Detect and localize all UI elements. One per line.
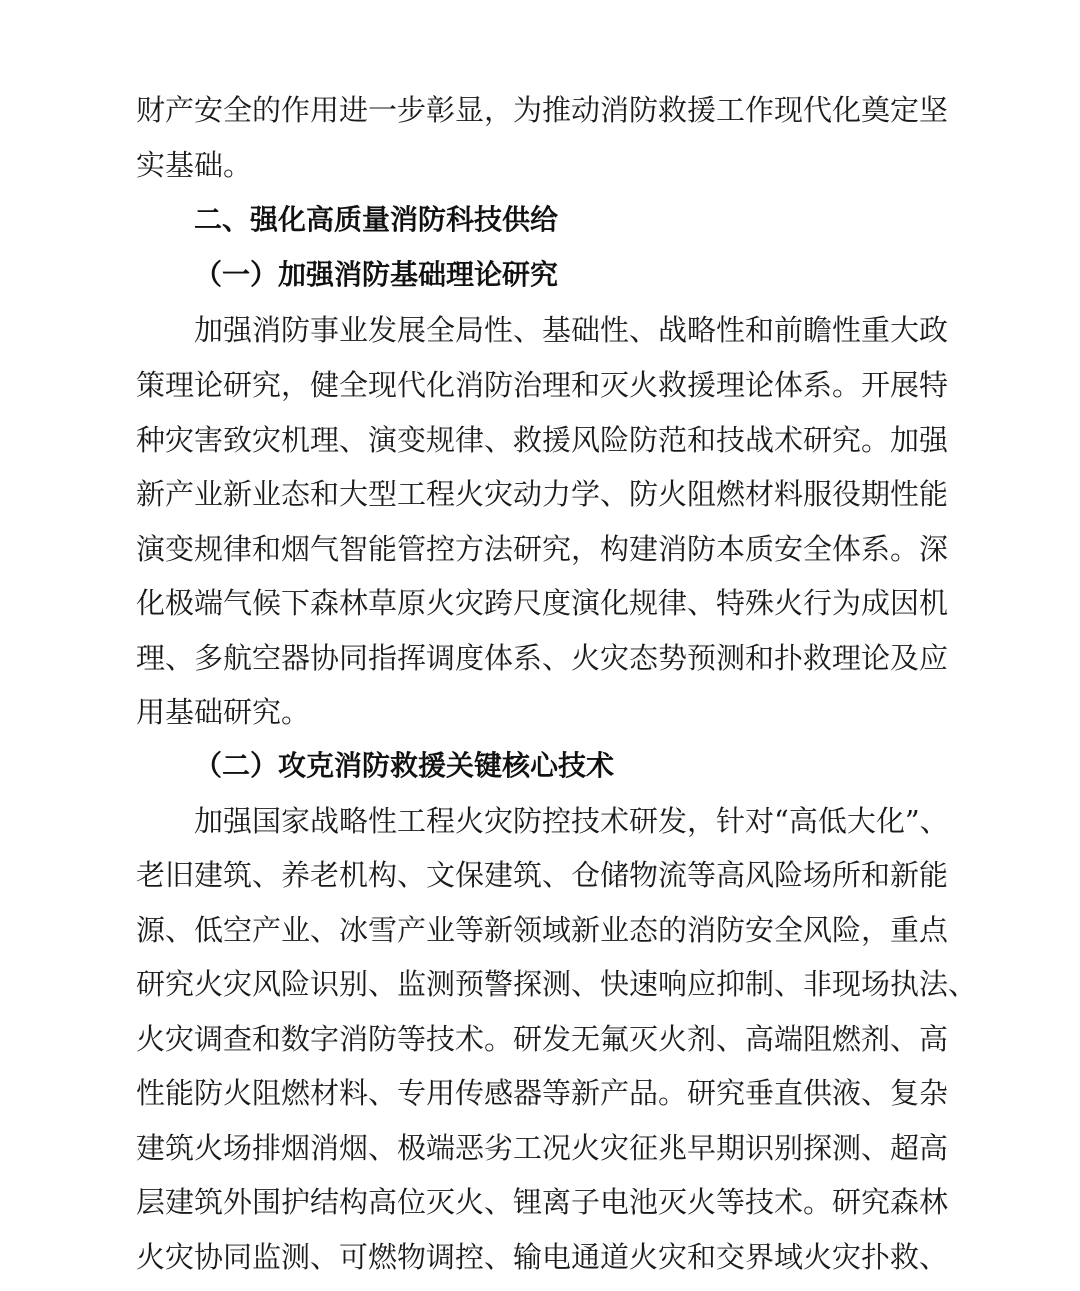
- body-text-line: 性能防火阻燃材料、专用传感器等新产品。研究垂直供液、复杂: [136, 1076, 949, 1110]
- body-text-line: 火灾协同监测、可燃物调控、输电通道火灾和交界域火灾扑救、: [136, 1240, 949, 1274]
- body-text-line: 用基础研究。: [136, 695, 311, 729]
- body-text-line: 种灾害致灾机理、演变规律、救援风险防范和技战术研究。加强: [136, 423, 949, 457]
- body-text-line: 加强消防事业发展全局性、基础性、战略性和前瞻性重大政: [194, 313, 949, 347]
- body-text-line: 演变规律和烟气智能管控方法研究，构建消防本质安全体系。深: [136, 532, 949, 566]
- body-text-line: 实基础。: [136, 148, 253, 182]
- body-text-line: 策理论研究，健全现代化消防治理和灭火救援理论体系。开展特: [136, 368, 949, 402]
- body-text-line: 层建筑外围护结构高位灭火、锂离子电池灭火等技术。研究森林: [136, 1185, 949, 1219]
- body-text-line: 火灾调查和数字消防等技术。研发无氟灭火剂、高端阻燃剂、高: [136, 1022, 949, 1056]
- body-text-line: 化极端气候下森林草原火灾跨尺度演化规律、特殊火行为成因机: [136, 586, 949, 620]
- subsection-heading: （一）加强消防基础理论研究: [194, 258, 559, 291]
- body-text-line: 加强国家战略性工程火灾防控技术研发，针对“高低大化”、: [194, 804, 949, 838]
- body-text-line: 财产安全的作用进一步彰显，为推动消防救援工作现代化奠定坚: [136, 93, 949, 127]
- body-text-line: 新产业新业态和大型工程火灾动力学、防火阻燃材料服役期性能: [136, 477, 949, 511]
- section-heading: 二、强化高质量消防科技供给: [194, 203, 559, 236]
- body-text-line: 源、低空产业、冰雪产业等新领域新业态的消防安全风险，重点: [136, 913, 949, 947]
- body-text-line: 研究火灾风险识别、监测预警探测、快速响应抑制、非现场执法、: [136, 967, 978, 1001]
- subsection-heading: （二）攻克消防救援关键核心技术: [194, 749, 615, 782]
- body-text-line: 理、多航空器协同指挥调度体系、火灾态势预测和扑救理论及应: [136, 641, 949, 675]
- body-text-line: 老旧建筑、养老机构、文保建筑、仓储物流等高风险场所和新能: [136, 858, 949, 892]
- body-text-line: 建筑火场排烟消烟、极端恶劣工况火灾征兆早期识别探测、超高: [136, 1131, 949, 1165]
